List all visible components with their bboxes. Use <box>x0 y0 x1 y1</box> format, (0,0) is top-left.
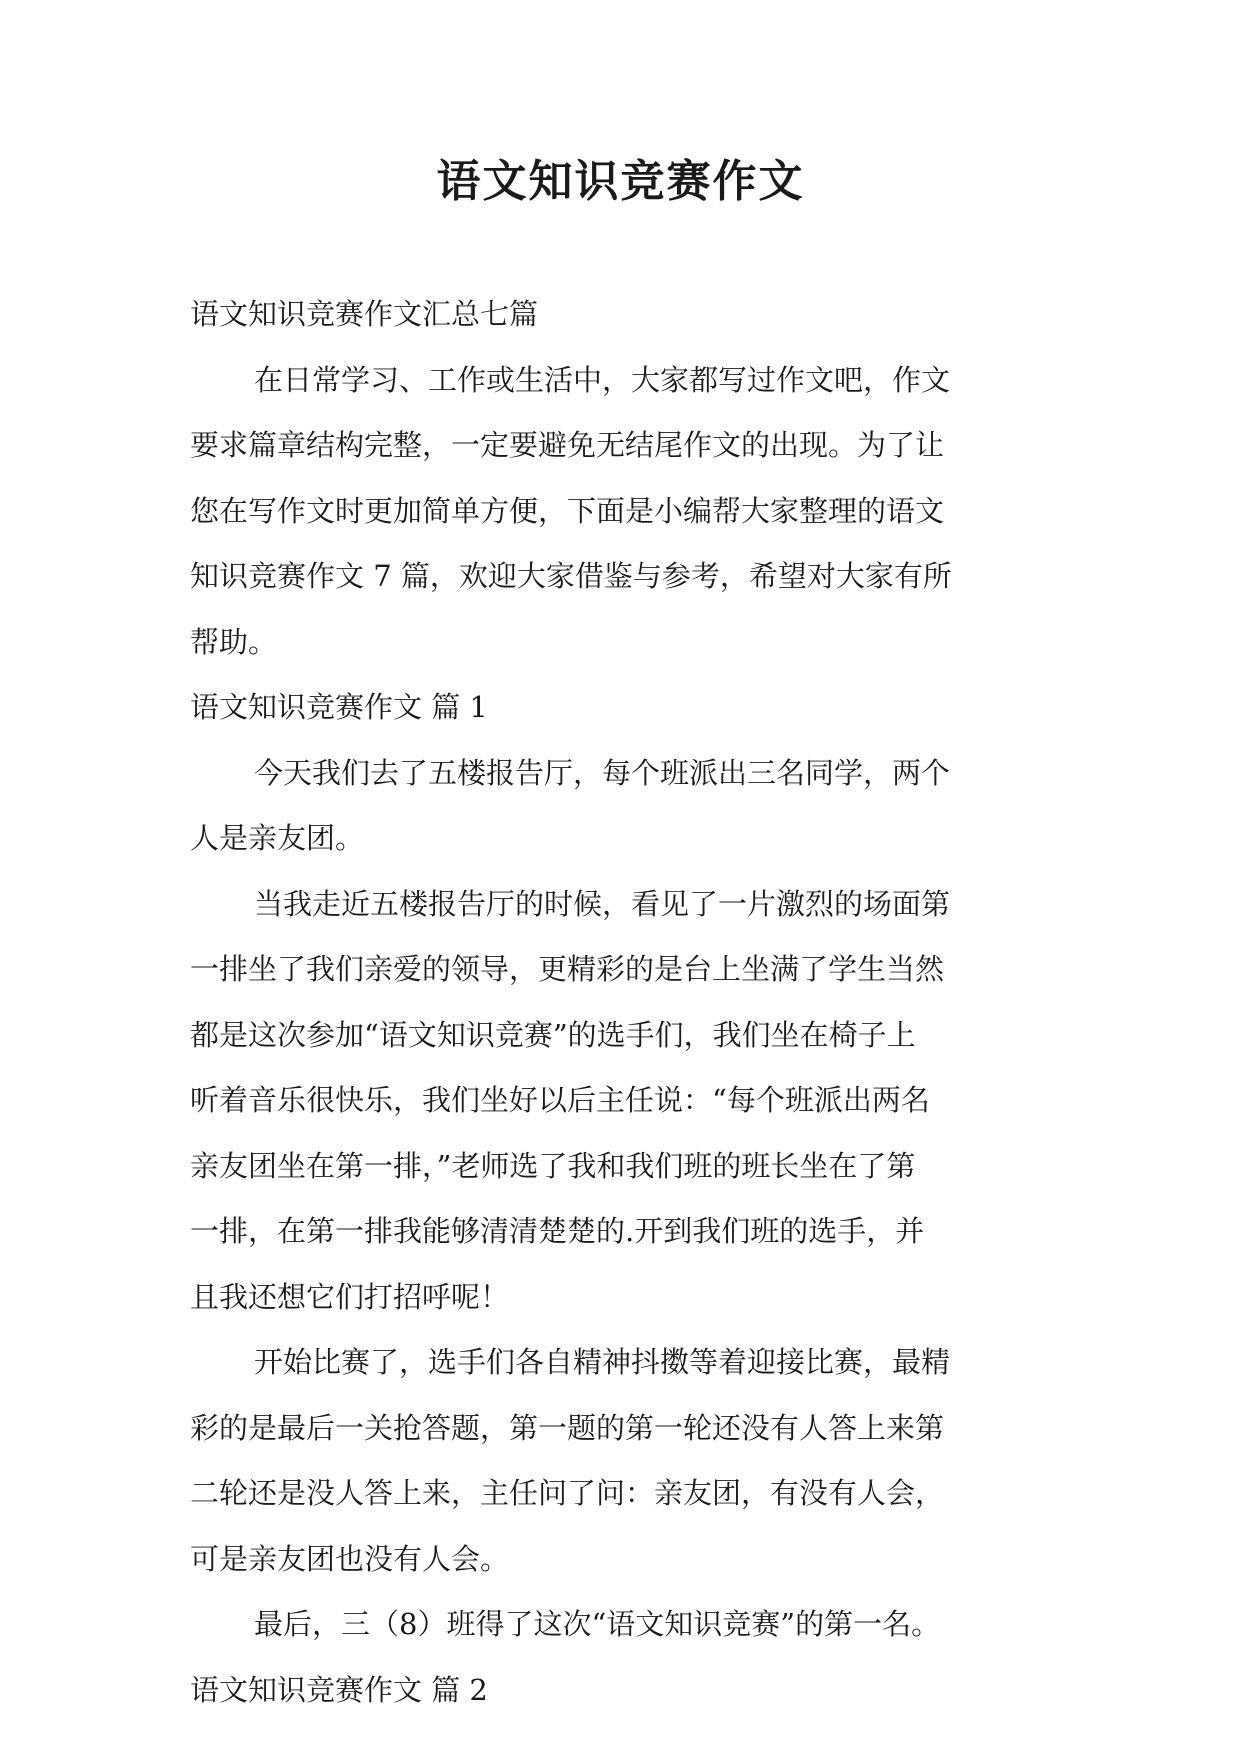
paragraph-line: 亲友团坐在第一排，”老师选了我和我们班的班长坐在了第 <box>190 1148 916 1183</box>
paragraph-line: 听着音乐很快乐，我们坐好以后主任说：“每个班派出两名 <box>190 1083 930 1117</box>
section-heading: 语文知识竞赛作文 篇 1 <box>190 690 488 724</box>
paragraph-line: 都是这次参加“语文知识竞赛”的选手们，我们坐在椅子上 <box>190 1017 916 1052</box>
paragraph-line: 一排，在第一排我能够清清楚楚的.开到我们班的选手，并 <box>190 1214 925 1248</box>
paragraph-line: 一排坐了我们亲爱的领导，更精彩的是台上坐满了学生当然 <box>190 952 945 986</box>
document-body <box>190 282 1042 1723</box>
section-heading: 语文知识竞赛作文 篇 2 <box>190 1672 488 1707</box>
paragraph-line: 当我走近五楼报告厅的时候，看见了一片激烈的场面第 <box>254 886 951 921</box>
paragraph-line: 人是亲友团。 <box>190 821 365 855</box>
paragraph-line: 帮助。 <box>190 624 278 659</box>
paragraph-line: 知识竞赛作文 7 篇，欢迎大家借鉴与参考，希望对大家有所 <box>190 559 952 593</box>
paragraph-line: 开始比赛了，选手们各自精神抖擞等着迎接比赛，最精 <box>254 1345 951 1379</box>
paragraph-line: 您在写作文时更加简单方便，下面是小编帮大家整理的语文 <box>190 493 945 528</box>
paragraph-line: 今天我们去了五楼报告厅，每个班派出三名同学，两个 <box>254 755 951 790</box>
paragraph-line: 在日常学习、工作或生活中，大家都写过作文吧，作文 <box>254 362 951 397</box>
paragraph-line: 彩的是最后一关抢答题，第一题的第一轮还没有人答上来第 <box>190 1410 945 1445</box>
paragraph-line: 且我还想它们打招呼呢！ <box>190 1279 510 1314</box>
paragraph-line: 二轮还是没人答上来，主任问了问：亲友团，有没有人会， <box>190 1476 945 1510</box>
paragraph-line: 可是亲友团也没有人会。 <box>190 1541 510 1576</box>
document-title: 语文知识竞赛作文 <box>436 156 805 207</box>
paragraph-line: 最后，三（8）班得了这次“语文知识竞赛”的第一名。 <box>254 1607 941 1641</box>
paragraph-line: 要求篇章结构完整，一定要避免无结尾作文的出现。为了让 <box>190 428 945 462</box>
subtitle-line: 语文知识竞赛作文汇总七篇 <box>190 297 539 331</box>
